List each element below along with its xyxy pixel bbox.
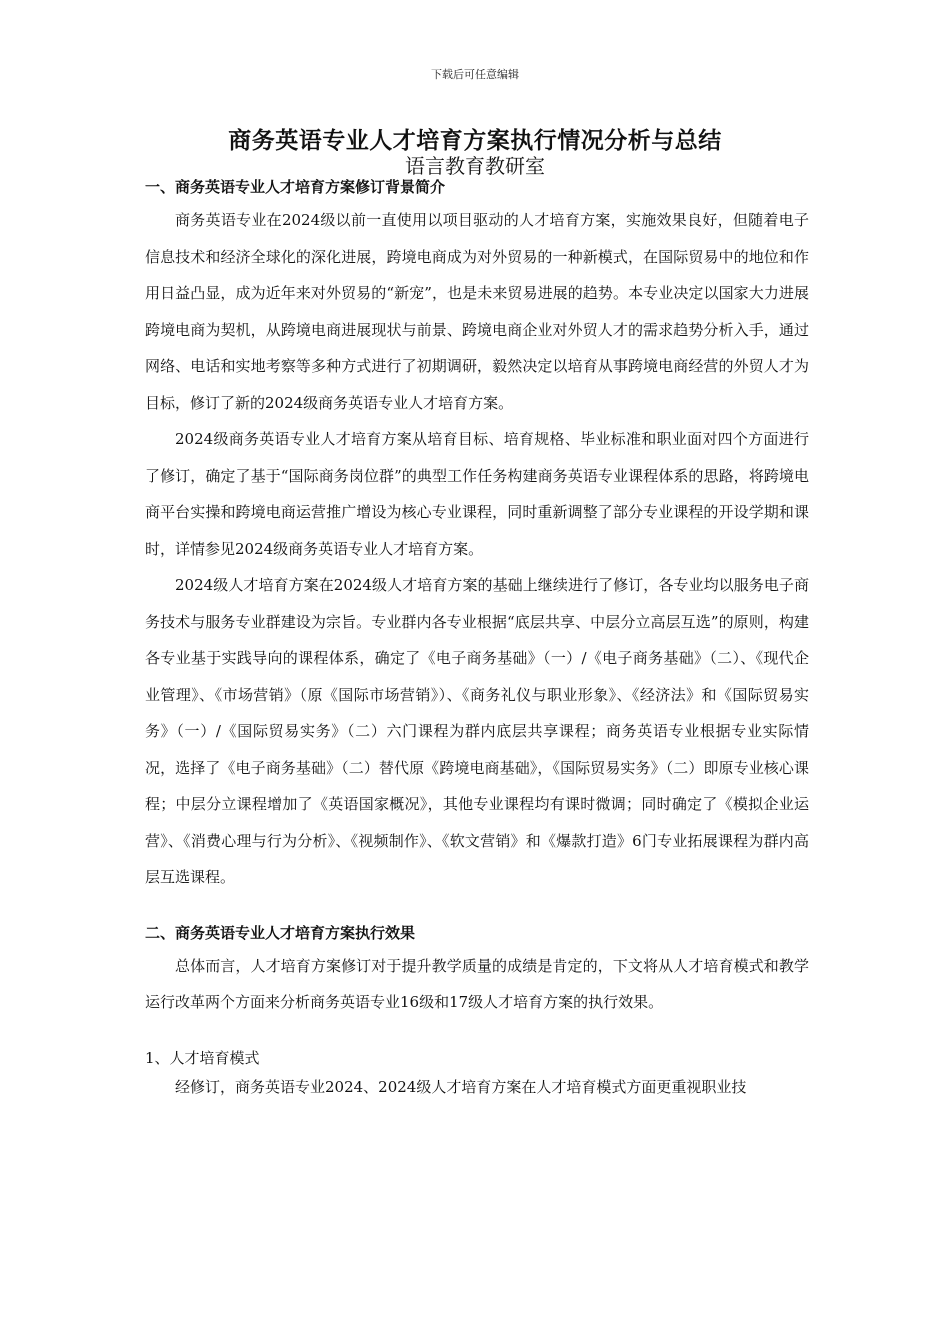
paragraph: 2024级商务英语专业人才培育方案从培育目标、培育规格、毕业标准和职业面对四个方面进行了修订，确定了基于“国际商务岗位群”的典型工作任务构建商务英语专业课程体系的思路，将跨境电商平台实操和跨境电商运营推广增设为核心专业课程，同时重新调整了部分专业课程的开设学期和课时，详情参见2024级商务英语专业人才培育方案。 bbox=[145, 430, 809, 558]
spacer bbox=[145, 1021, 809, 1047]
paragraph: 2024级人才培育方案在2024级人才培育方案的基础上继续进行了修订，各专业均以服务电子商务技术与服务专业群建设为宗旨。专业群内各专业根据“底层共享、中层分立高层互选”的原则，构建各专业基于实践导向的课程体系，确定了《电子商务基础》（一）/《电子商务基础》（二）、《现代企业管理》、《市场营销》（原《国际市场营销》）、《商务礼仪与职业形象》、《经济法》和《国际贸易实务》（一）/《国际贸易实务》（二）六门课程为群内底层共享课程；商务英语专业根据专业实际情况，选择了《电子商务基础》（二）替代原《跨境电商基础》，《国际贸易实务》（二）即原专业核心课程；中层分立课程增加了《英语国家概况》，其他专业课程均有课时微调；同时确定了《模拟企业运营》、《消费心理与行为分析》、《视频制作》、《软文营销》和《爆款打造》6门专业拓展课程为群内高层互选课程。 bbox=[145, 576, 809, 886]
header-note: 下载后可任意编辑 bbox=[431, 68, 519, 81]
document-title: 商务英语专业人才培育方案执行情况分析与总结 bbox=[228, 127, 722, 154]
paragraph: 商务英语专业在2024级以前一直使用以项目驱动的人才培育方案，实施效果良好，但随着电子信息技术和经济全球化的深化进展，跨境电商成为对外贸易的一种新模式，在国际贸易中的地位和作用日益凸显，成为近年来对外贸易的“新宠”，也是未来贸易进展的趋势。本专业决定以国家大力进展跨境电商为契机，从跨境电商进展现状与前景、跨境电商企业对外贸人才的需求趋势分析入手，通过网络、电话和实地考察等多种方式进行了初期调研，毅然决定以培育从事跨境电商经营的外贸人才为目标，修订了新的2024级商务英语专业人才培育方案。 bbox=[145, 211, 809, 412]
spacer bbox=[145, 896, 809, 922]
subsection-heading: 1、人才培育模式 bbox=[145, 1048, 260, 1067]
paragraph: 总体而言，人才培育方案修订对于提升教学质量的成绩是肯定的，下文将从人才培育模式和教学运行改革两个方面来分析商务英语专业16级和17级人才培育方案的执行效果。 bbox=[145, 956, 809, 1011]
section-heading-1: 一、商务英语专业人才培育方案修订背景简介 bbox=[145, 178, 446, 196]
section-heading-2: 二、商务英语专业人才培育方案执行效果 bbox=[145, 923, 416, 942]
document-subtitle: 语言教育教研室 bbox=[405, 154, 545, 178]
paragraph: 经修订，商务英语专业2024、2024级人才培育方案在人才培育模式方面更重视职业技 bbox=[175, 1077, 747, 1096]
document-body bbox=[145, 176, 809, 1105]
